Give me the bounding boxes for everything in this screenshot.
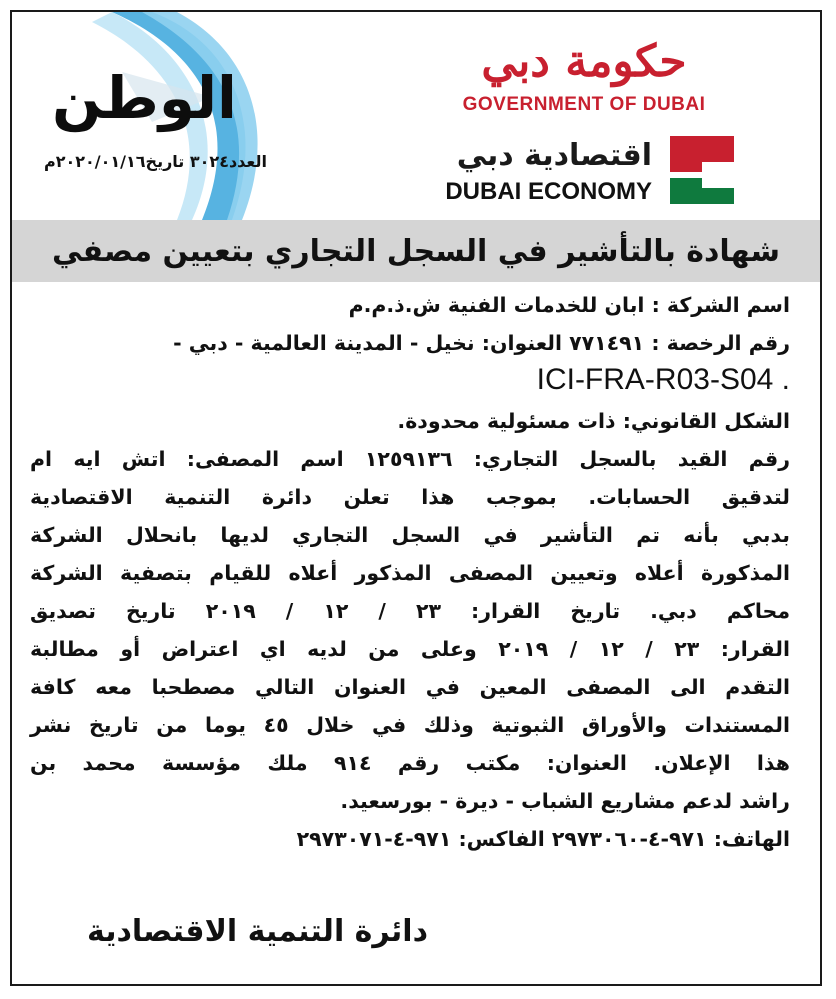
dubai-economy-logo-icon [666, 132, 738, 208]
advertisement-frame [10, 10, 822, 986]
body-text-line: المذكورة أعلاه وتعيين المصفى المذكور أعلاه للقيام بتصفية الشركة [30, 561, 790, 585]
issue-number-date: العدد٣٠٢٤ تاريخ٢٠٢٠/٠١/١٦م [44, 152, 267, 171]
body-text-line: التقدم الى المصفى المعين في العنوان التالي مصطحبا معه كافة [30, 675, 790, 699]
contact-line: الهاتف: ٩٧١-٤-٢٩٧٣٠٦٠ الفاكس: ٩٧١-٤-٢٩٧٣٠٧١ [296, 827, 790, 851]
newspaper-name: الوطن [52, 64, 237, 132]
gov-logo-arabic: حكومة دبي [481, 36, 687, 87]
body-text-line: محاكم دبي. تاريخ القرار: ٢٣ / ١٢ / ٢٠١٩ تاريخ تصديق [30, 599, 791, 623]
body-text-line: القرار: ٢٣ / ١٢ / ٢٠١٩ وعلى من لديه اي اعتراض أو مطالبة [30, 637, 790, 661]
body-text-line: رقم القيد بالسجل التجاري: ١٢٥٩١٣٦ اسم المصفى: اتش ايه ام [30, 447, 790, 471]
signature-department: دائرة التنمية الاقتصادية [87, 914, 428, 949]
dubai-economy-logo [408, 132, 738, 208]
company-name-line: اسم الشركة : ابان للخدمات الفنية ش.ذ.م.م [348, 293, 790, 317]
address-code-line: ICI-FRA-R03-S04 . [536, 363, 790, 396]
government-of-dubai-logo [444, 32, 724, 142]
body-text-line: المستندات والأوراق الثبوتية وذلك في خلال ٤٥ يوما من تاريخ نشر [30, 713, 790, 737]
gov-logo-english: GOVERNMENT OF DUBAI [462, 94, 706, 115]
notice-title: شهادة بالتأشير في السجل التجاري بتعيين مصفي [52, 233, 780, 269]
notice-body [30, 286, 790, 858]
body-text-line: لتدقيق الحسابات. بموجب هذا تعلن دائرة التنمية الاقتصادية [30, 485, 790, 509]
body-text-line: راشد لدعم مشاريع الشباب - ديرة - بورسعيد. [340, 789, 790, 813]
license-address-line: رقم الرخصة : ٧٧١٤٩١ العنوان: نخيل - المدينة العالمية - دبي - [173, 331, 790, 355]
title-bar [12, 220, 820, 282]
body-text-line: هذا الإعلان. العنوان: مكتب رقم ٩١٤ ملك مؤسسة محمد بن [30, 751, 790, 775]
legal-form-line: الشكل القانوني: ذات مسئولية محدودة. [397, 409, 790, 433]
eco-logo-english: DUBAI ECONOMY [445, 178, 652, 205]
body-text-line: بدبي بأنه تم التأشير في السجل التجاري لديها بانحلال الشركة [30, 523, 790, 547]
eco-logo-arabic: اقتصادية دبي [456, 138, 652, 173]
header [12, 12, 820, 220]
